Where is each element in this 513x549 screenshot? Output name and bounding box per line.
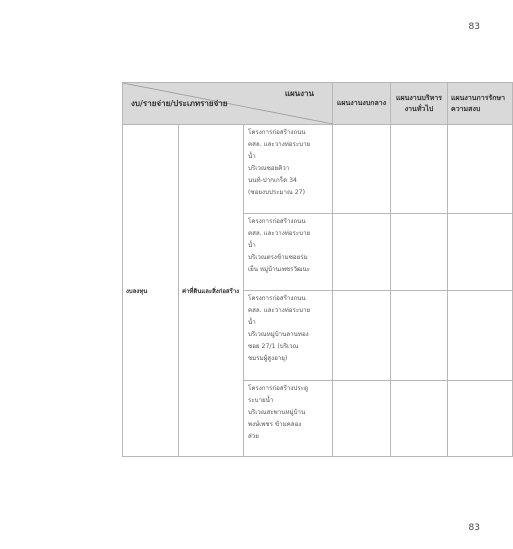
table-row bbox=[123, 125, 513, 214]
budget-cell: งบลงทุน bbox=[123, 125, 179, 457]
empty-cell bbox=[391, 214, 448, 291]
budget-table-container bbox=[122, 82, 506, 456]
page-number-top: 83 bbox=[468, 22, 480, 32]
column-header-general-admin: แผนงานบริหารงานทั่วไป bbox=[391, 83, 448, 125]
empty-cell bbox=[448, 214, 513, 291]
header-budget-label: งบ/รายจ่าย/ประเภทรายจ่าย bbox=[131, 99, 228, 108]
empty-cell bbox=[333, 381, 391, 457]
empty-cell bbox=[333, 125, 391, 214]
empty-cell bbox=[333, 214, 391, 291]
empty-cell bbox=[391, 381, 448, 457]
column-header-security: แผนงานการรักษาความสงบ bbox=[448, 83, 513, 125]
diagonal-header-cell bbox=[123, 83, 333, 125]
empty-cell bbox=[333, 291, 391, 381]
header-plan-label: แผนงาน bbox=[284, 89, 315, 98]
empty-cell bbox=[448, 381, 513, 457]
project-cell: โครงการก่อสร้างประตู ระบายน้ำ บริเวณสะพานหมู่บ้าน พงษ์เพชร ข้ามคลอง ส่วย bbox=[244, 381, 333, 457]
empty-cell bbox=[391, 291, 448, 381]
project-cell: โครงการก่อสร้างถนน คสล. และวางท่อระบาย น้ำ บริเวณตรงข้ามซอยร่ม เย็น หมู่บ้านเพชรวัฒนะ bbox=[244, 214, 333, 291]
project-cell: โครงการก่อสร้างถนน คสล. และวางท่อระบาย น้ำ บริเวณหมู่บ้านลานทอง ซอย 27/1 (บริเวณ ชมรมผู้สูงอายุ) bbox=[244, 291, 333, 381]
column-header-central: แผนงานงบกลาง bbox=[333, 83, 391, 125]
empty-cell bbox=[448, 291, 513, 381]
table-header-row bbox=[123, 83, 513, 125]
empty-cell bbox=[448, 125, 513, 214]
empty-cell bbox=[391, 125, 448, 214]
expense-type-cell: ค่าที่ดินและสิ่งก่อสร้าง bbox=[179, 125, 244, 457]
project-cell: โครงการก่อสร้างถนน คสล. และวางท่อระบาย น้ำ บริเวณซอยคิวา นนท์-ปากเกร็ด 34 (ซอยงบประมาณ 27) bbox=[244, 125, 333, 214]
budget-table bbox=[122, 82, 513, 457]
page-number-bottom: 83 bbox=[468, 523, 480, 533]
